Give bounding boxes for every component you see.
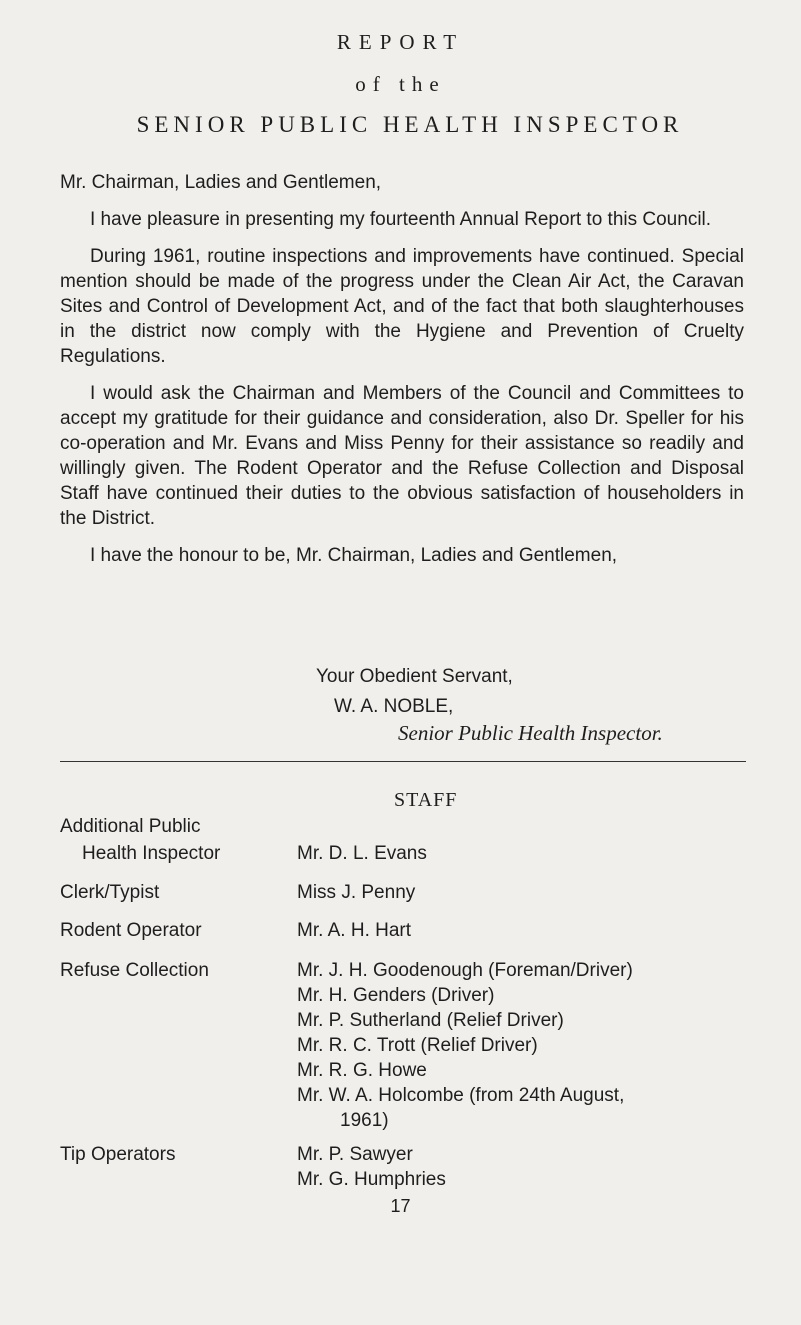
role-refuse-collection: Refuse Collection: [60, 960, 209, 981]
role-additional-inspector-line1: Additional Public: [60, 816, 201, 837]
name-clerk-typist: Miss J. Penny: [297, 882, 416, 903]
page-number: 17: [390, 1196, 411, 1216]
refuse-name: Mr. J. H. Goodenough (Foreman/Driver): [297, 960, 633, 981]
signature-title: Senior Public Health Inspector.: [398, 721, 663, 745]
refuse-name: Mr. R. C. Trott (Relief Driver): [297, 1035, 538, 1056]
tip-operator-name: Mr. G. Humphries: [297, 1169, 446, 1190]
paragraph-1: I have pleasure in presenting my fourteenth Annual Report to this Council.: [90, 209, 712, 230]
name-rodent-operator: Mr. A. H. Hart: [297, 920, 412, 941]
closing: Your Obedient Servant,: [316, 666, 513, 687]
role-additional-inspector-line2: Health Inspector: [82, 843, 221, 864]
name-additional-inspector: Mr. D. L. Evans: [297, 843, 427, 864]
staff-heading: STAFF: [394, 789, 458, 811]
paragraph-2: During 1961, routine inspections and improvements have continued. Special mention should be made of the progress under the Clean Air Act, the Caravan Sites and Control of Development Act, and of the fact that both slaughterhouses in the district now comply with the Hygiene and Prevention of Cruelty Regulations.: [60, 246, 744, 367]
refuse-name: Mr. H. Genders (Driver): [297, 985, 495, 1006]
of-the-heading: of the: [355, 72, 446, 96]
role-clerk-typist: Clerk/Typist: [60, 882, 160, 903]
paragraph-4: I have the honour to be, Mr. Chairman, Ladies and Gentlemen,: [90, 545, 618, 566]
salutation: Mr. Chairman, Ladies and Gentlemen,: [60, 172, 382, 193]
refuse-name: 1961): [340, 1110, 389, 1131]
signature: W. A. NOBLE,: [334, 696, 454, 717]
role-tip-operators: Tip Operators: [60, 1144, 176, 1165]
report-title: SENIOR PUBLIC HEALTH INSPECTOR: [136, 112, 684, 137]
letter-body: [60, 170, 744, 568]
section-divider: [60, 761, 746, 762]
refuse-name: Mr. R. G. Howe: [297, 1060, 427, 1081]
refuse-name: Mr. W. A. Holcombe (from 24th August,: [297, 1085, 625, 1106]
refuse-name: Mr. P. Sutherland (Relief Driver): [297, 1010, 564, 1031]
paragraph-3: I would ask the Chairman and Members of the Council and Committees to accept my gratitude for their guidance and consideration, also Dr. Speller for his co-operation and Mr. Evans and Miss Penny for their assistance so readily and willingly given. The Rodent Operator and the Refuse Collection and Disposal Staff have continued their duties to the obvious satisfaction of householders in the District.: [60, 383, 744, 529]
role-rodent-operator: Rodent Operator: [60, 920, 202, 941]
report-heading: REPORT: [336, 30, 465, 54]
tip-operator-name: Mr. P. Sawyer: [297, 1144, 413, 1165]
